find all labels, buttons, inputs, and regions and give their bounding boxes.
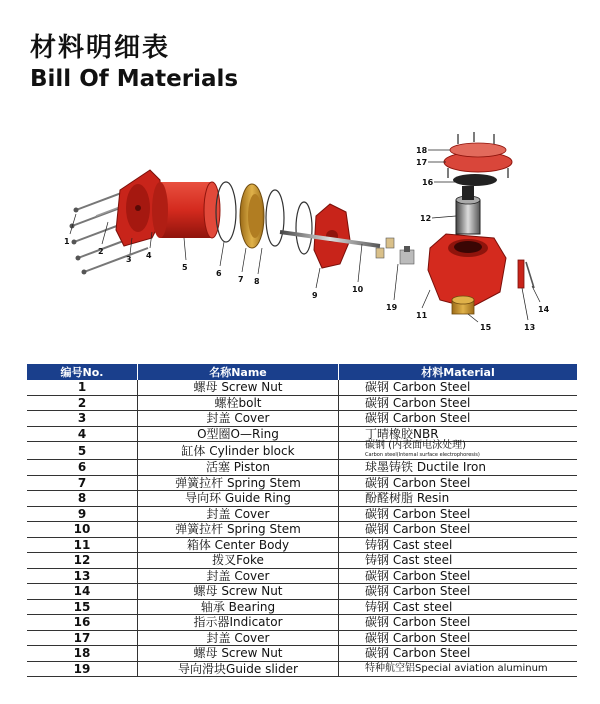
callout-19: 19 [386,303,398,312]
table-row: 10 弹簧拉杆 Spring Stem 碳钢 Carbon Steel [27,522,577,538]
material-main: 碳钢 (内表面电泳处理) [365,440,466,451]
header-material: 材料Material [339,364,578,380]
exploded-view-diagram [0,120,600,350]
table-row: 5 缸体 Cylinder block 碳钢 (内表面电泳处理) Carbon steel(Internal surface electrophoresis) [27,442,577,460]
bill-of-materials-table [27,364,577,677]
table-row: 4 O型圈O—Ring 丁晴橡胶NBR [27,426,577,442]
table-row: 18 螺母 Screw Nut 碳钢 Carbon Steel [27,646,577,662]
callout-7: 7 [238,275,244,284]
table-row: 12 拨叉Foke 铸钢 Cast steel [27,553,577,569]
header-name: 名称Name [138,364,339,380]
callout-6: 6 [216,269,222,278]
table-row: 11 箱体 Center Body 铸钢 Cast steel [27,537,577,553]
header-no: 编号No. [27,364,138,380]
table-row: 14 螺母 Screw Nut 碳钢 Carbon Steel [27,584,577,600]
callout-1: 1 [64,237,70,246]
table-row: 8 导向环 Guide Ring 酚醛树脂 Resin [27,491,577,507]
top-cover [444,143,512,172]
table-row: 9 封盖 Cover 碳钢 Carbon Steel [27,506,577,522]
callout-10: 10 [352,285,364,294]
callout-2: 2 [98,247,104,256]
page-title-cn: 材料明细表 [30,33,171,63]
table-row: 13 封盖 Cover 碳钢 Carbon Steel [27,568,577,584]
table-row: 16 指示器Indicator 碳钢 Carbon Steel [27,615,577,631]
table-row: 7 弹簧拉杆 Spring Stem 碳钢 Carbon Steel [27,475,577,491]
callout-3: 3 [126,255,132,264]
table-row: 6 活塞 Piston 球墨铸铁 Ductile Iron [27,460,577,476]
callout-5: 5 [182,263,188,272]
callout-4: 4 [146,251,152,260]
callout-9: 9 [312,291,318,300]
end-cap-screw [518,260,534,288]
callout-16: 16 [422,178,434,187]
table-row: 19 导向滑块Guide slider 特种航空铝Special aviation aluminum [27,661,577,677]
table-header-row [27,364,577,380]
yoke-fork [456,186,480,234]
bearing [452,296,474,314]
callout-17: 17 [416,158,428,167]
table-row: 1 螺母 Screw Nut 碳钢 Carbon Steel [27,380,577,395]
guide-ring [266,190,284,246]
table-row: 15 轴承 Bearing 铸钢 Cast steel [27,599,577,615]
guide-slider-parts [376,238,414,264]
table-row: 17 封盖 Cover 碳钢 Carbon Steel [27,630,577,646]
callout-12: 12 [420,214,432,223]
indicator [453,174,497,186]
table-row: 3 封盖 Cover 碳钢 Carbon Steel [27,411,577,427]
callout-11: 11 [416,311,428,320]
callout-15: 15 [480,323,492,332]
callout-8: 8 [254,277,260,286]
table-row: 2 螺栓bolt 碳钢 Carbon Steel [27,395,577,411]
o-ring-2 [296,202,312,254]
cylinder-block [152,182,220,238]
callout-14: 14 [538,305,550,314]
material-sub: Carbon steel(Internal surface electrophoresis) [365,452,480,458]
callout-18: 18 [416,146,428,155]
page-title-en: Bill Of Materials [30,66,239,92]
callout-13: 13 [524,323,536,332]
piston [240,184,264,248]
